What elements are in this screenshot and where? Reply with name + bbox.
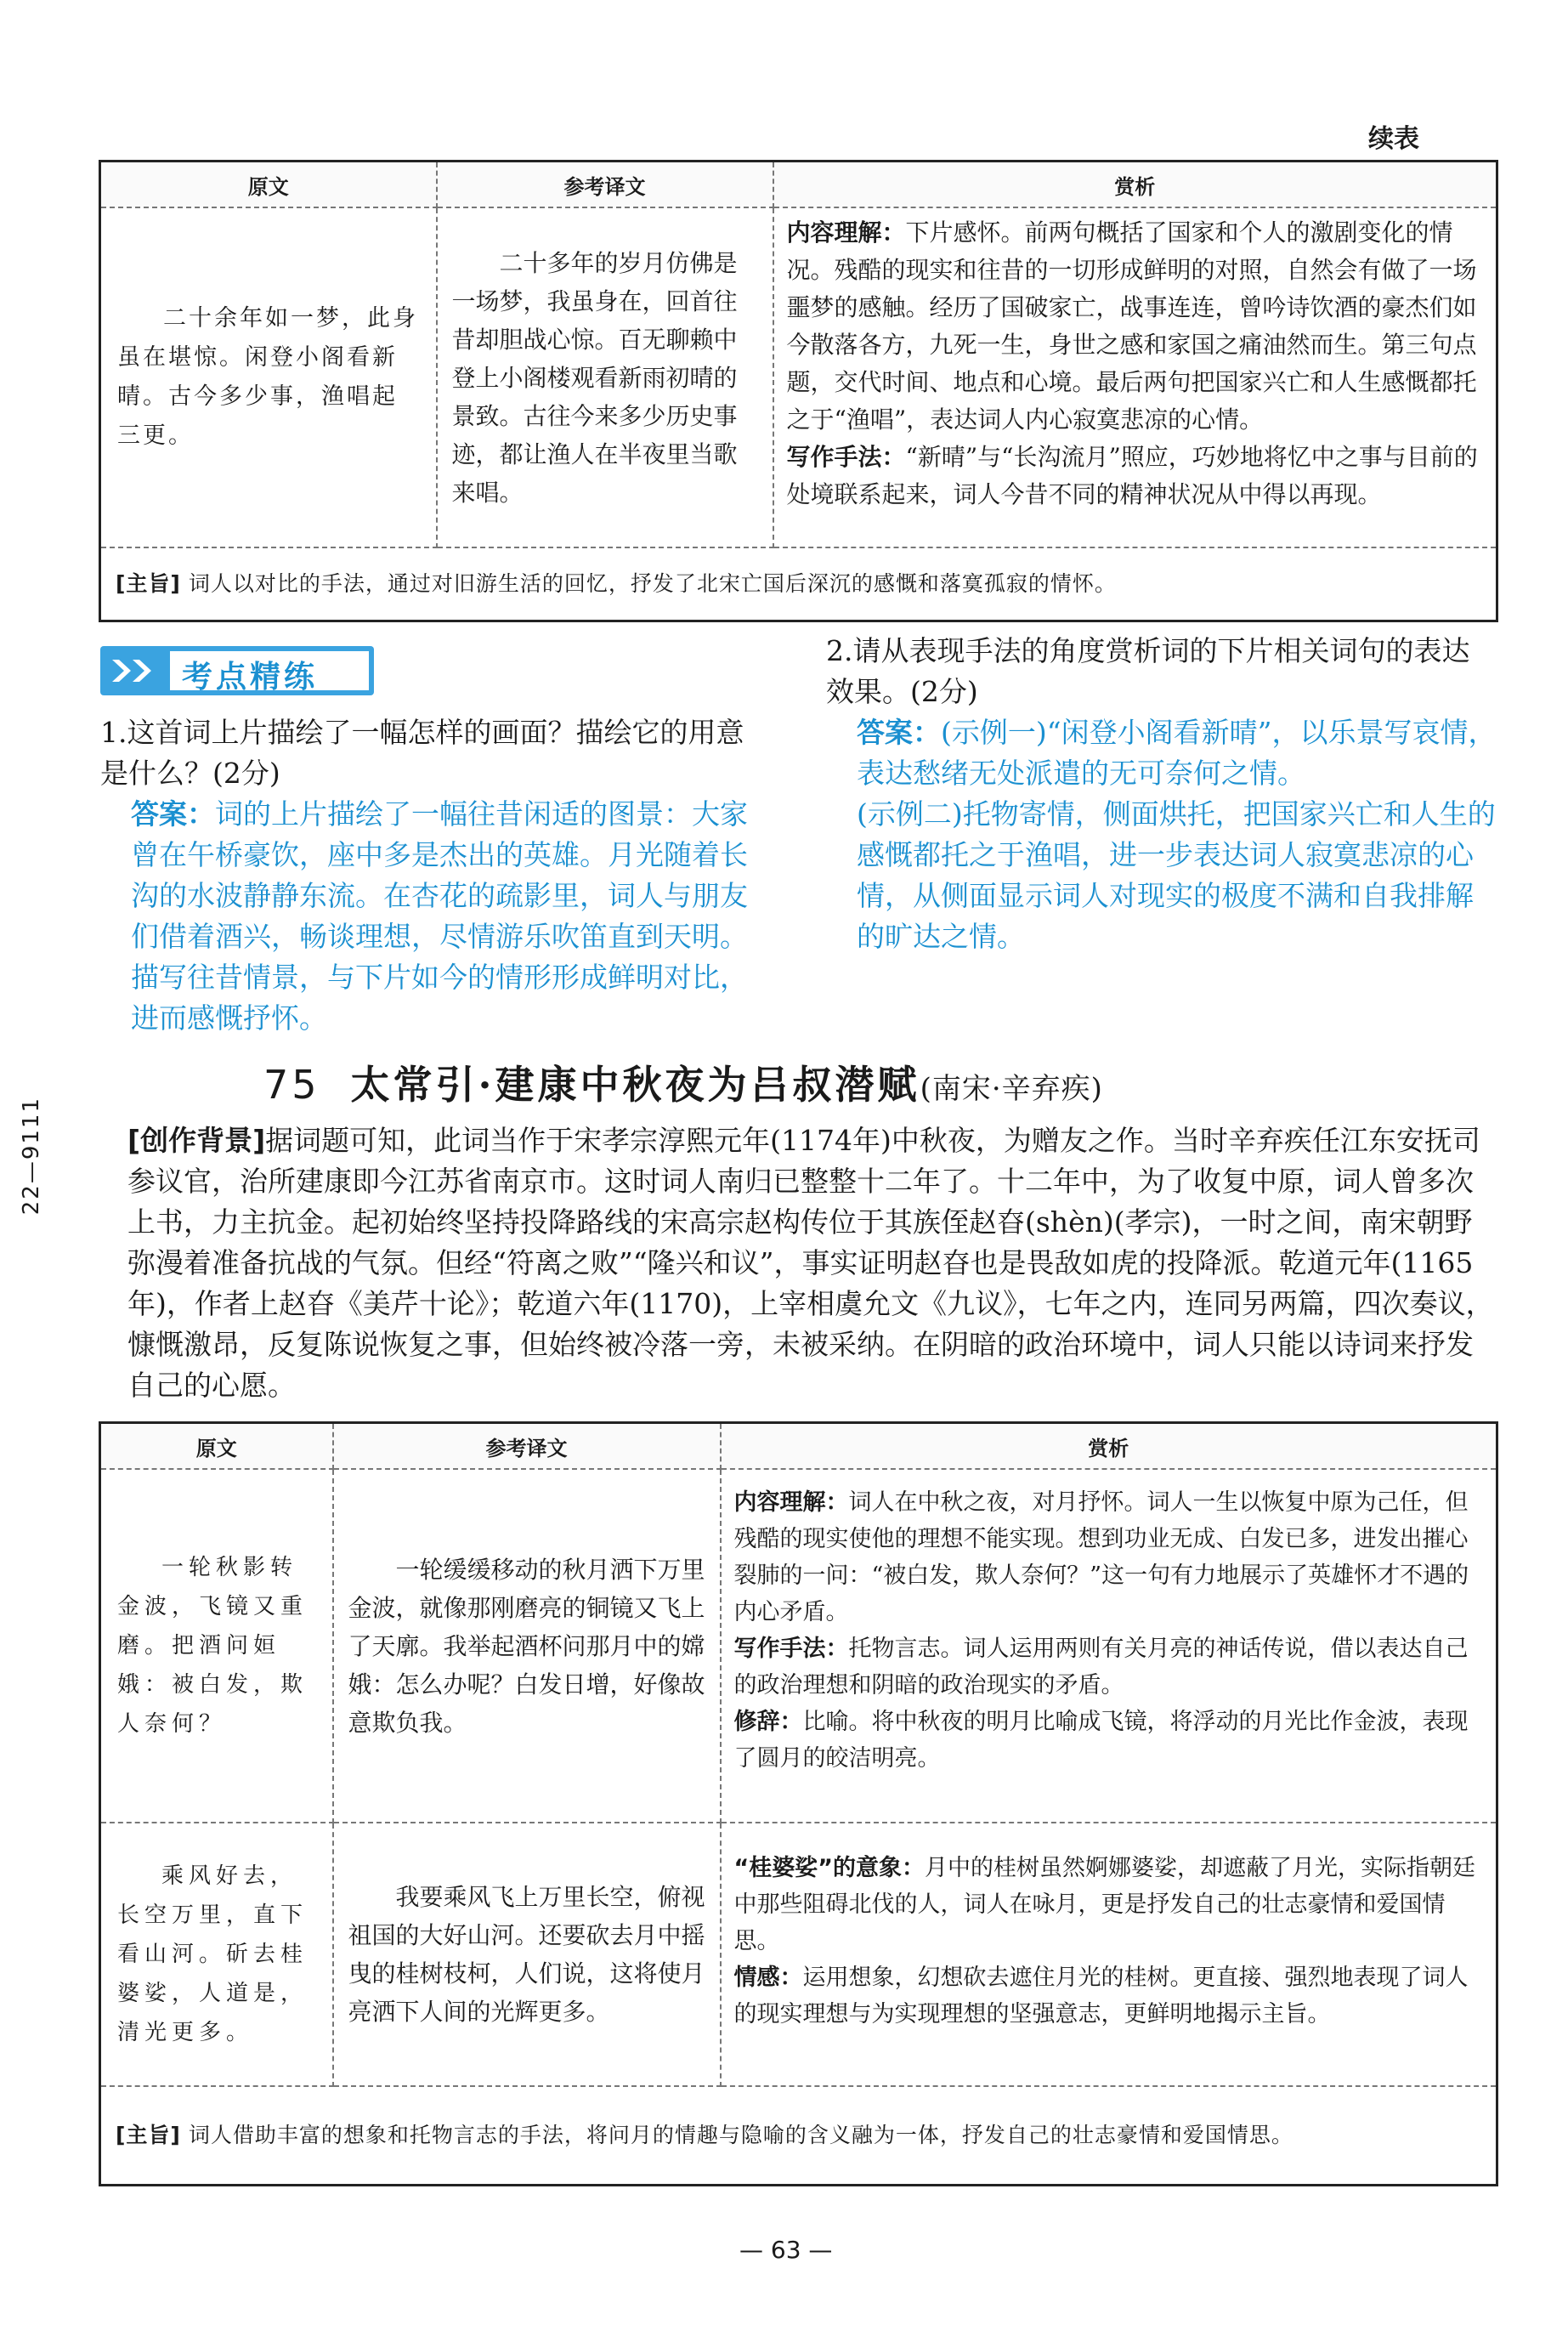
theme-row <box>100 2086 1497 2185</box>
row1-original-cell <box>100 1469 333 1823</box>
row2-original-cell <box>100 1823 333 2086</box>
theme-row <box>100 547 1497 621</box>
creation-background <box>127 1120 1497 1406</box>
content-text: 下片感怀。前两句概括了国家和个人的激剧变化的情况。残酷的现实和往昔的一切形成鲜明的对照，自然会有做了一场噩梦的感触。经历了国破家亡，战事连连，曾吟诗饮酒的豪杰们如今散落各方，九死一生，身世之感和家国之痛油然而生。第三句点题，交代时间、地点和心境。最后两句把国家兴亡和人生感慨都托之于“渔唱”，表达词人内心寂寞悲凉的心情。 <box>786 218 1477 434</box>
row1-original: 一轮秋影转金波，飞镜又重磨。把酒问姮娥：被白发，欺人奈何？ <box>117 1555 309 1737</box>
practice-banner <box>100 646 374 695</box>
question-2: 2.请从表现手法的角度赏析词的下片相关词句的表达效果。(2分) <box>826 634 1470 708</box>
row1-rhetoric-label: 修辞： <box>733 1709 803 1735</box>
table-2 <box>99 1421 1498 2186</box>
table-1 <box>99 160 1498 622</box>
row1-content-label: 内容理解： <box>733 1489 849 1516</box>
row2-image-text: 月中的桂树虽然婀娜婆娑，却遮蔽了月光，实际指朝廷中那些阻碍北伐的人，词人在咏月，更是抒发自己的壮志豪情和爱国情思。 <box>733 1855 1475 1954</box>
theme-label: [主旨] <box>116 570 181 596</box>
answer-2-example-1: (示例一)“闲登小阁看新晴”，以乐景写哀情，表达愁绪无处派遣的无可奈何之情。 <box>857 716 1497 790</box>
row2-image-label: “桂婆娑”的意象： <box>733 1855 925 1881</box>
col-header-translation: 参考译文 <box>437 162 773 208</box>
answer-2-example-2: (示例二)托物寄情，侧面烘托，把国家兴亡和人生的感慨都托之于渔唱，进一步表达词人寂寞悲凉的心情，从侧面显示词人对现实的极度不满和自我排解的旷达之情。 <box>857 797 1496 953</box>
poem-number: 75 <box>263 1062 320 1108</box>
row1-translation: 一轮缓缓移动的秋月洒下万里金波，就像那刚磨亮的铜镜又飞上了天廓。我举起酒杯问那月中的嫦娥：怎么办呢？白发日增，好像故意欺负我。 <box>348 1555 705 1737</box>
poem-75-title <box>263 1054 1103 1110</box>
col-header-translation: 参考译文 <box>333 1423 721 1470</box>
col-header-original: 原文 <box>100 1423 333 1470</box>
side-code: 22—9111 <box>19 1097 44 1216</box>
row2-translation-cell <box>333 1823 721 2086</box>
practice-banner-text: 考点精练 <box>182 659 319 695</box>
col-header-analysis: 赏析 <box>773 162 1497 208</box>
translation-text: 二十多年的岁月仿佛是一场梦，我虽身在，回首往昔却胆战心惊。百无聊赖中登上小阁楼观看新雨初晴的景致。古往今来多少历史事迹，都让渔人在半夜里当歌来唱。 <box>451 248 738 507</box>
writing-text: “新晴”与“长沟流月”照应，巧妙地将忆中之事与目前的处境联系起来，词人今昔不同的精神状况从中得以再现。 <box>786 443 1478 508</box>
row1-content-text: 词人在中秋之夜，对月抒怀。词人一生以恢复中原为己任，但残酷的现实使他的理想不能实现。想到功业无成、白发已多，进发出摧心裂肺的一问：“被白发，欺人奈何？”这一句有力地展示了英雄怀才不遇的内心矛盾。 <box>733 1489 1469 1625</box>
row1-writing-text: 托物言志。词人运用两则有关月亮的神话传说，借以表达自己的政治理想和阴暗的政治现实的矛盾。 <box>733 1636 1469 1698</box>
answer-2-label: 答案： <box>857 716 941 749</box>
answer-1-label: 答案： <box>131 797 215 831</box>
original-text: 二十余年如一梦，此身虽在堪惊。闲登小阁看新晴。古今多少事，渔唱起三更。 <box>117 305 418 449</box>
question-2-block <box>826 631 1497 957</box>
row2-analysis-cell <box>721 1823 1497 2086</box>
question-1: 1.这首词上片描绘了一幅怎样的画面？描绘它的用意是什么？(2分) <box>100 716 744 790</box>
poem-title: 太常引·建康中秋夜为吕叔潜赋 <box>350 1062 920 1108</box>
translation-cell <box>437 207 773 547</box>
answer-1-text: 词的上片描绘了一幅往昔闲适的图景：大家曾在午桥豪饮，座中多是杰出的英雄。月光随着长沟的水波静静东流。在杏花的疏影里，词人与朋友们借着酒兴，畅谈理想，尽情游乐吹笛直到天明。描写往昔情景，与下片如今的情形形成鲜明对比，进而感慨抒怀。 <box>131 797 748 1035</box>
col-header-original: 原文 <box>100 162 437 208</box>
answer-1 <box>100 794 772 1039</box>
theme-text: 词人借助丰富的想象和托物言志的手法，将问月的情趣与隐喻的含义融为一体，抒发自己的壮志豪情和爱国情思。 <box>188 2122 1293 2147</box>
original-cell <box>100 207 437 547</box>
writing-label: 写作手法： <box>786 443 906 471</box>
question-1-block <box>100 712 772 1039</box>
background-text: 据词题可知，此词当作于宋孝宗淳熙元年(1174年)中秋夜，为赠友之作。当时辛弃疾任江东安抚司参议官，治所建康即今江苏省南京市。这时词人南归已整整十二年了。十二年中，为了收复中原，词人曾多次上书，力主抗金。起初始终坚持投降路线的宋高宗赵构传位于其族侄赵昚(shèn)(孝宗)，一时之间，南宋朝野弥漫着准备抗战的气氛。但经“符离之败”“隆兴和议”，事实证明赵昚也是畏敌如虎的投降派。乾道元年(1165年)，作者上赵昚《美芹十论》；乾道六年(1170)，上宰相虞允文《九议》，七年之内，连同另两篇，四次奏议，慷慨激昂，反复陈说恢复之事，但始终被冷落一旁，未被采纳。在阴暗的政治环境中，词人只能以诗词来抒发自己的心愿。 <box>127 1124 1494 1402</box>
analysis-cell <box>773 207 1497 547</box>
row2-emotion-text: 运用想象，幻想砍去遮住月光的桂树。更直接、强烈地表现了词人的现实理想与为实现理想的坚强意志，更鲜明地揭示主旨。 <box>733 1965 1469 2027</box>
theme-text: 词人以对比的手法，通过对旧游生活的回忆，抒发了北宋亡国后深沉的感慨和落寞孤寂的情怀。 <box>188 570 1117 596</box>
poem-author: (南宋·辛弃疾) <box>920 1072 1103 1106</box>
theme-label: [主旨] <box>116 2122 181 2147</box>
page-number: — 63 — <box>739 2236 833 2264</box>
row1-translation-cell <box>333 1469 721 1823</box>
answer-2 <box>826 712 1497 957</box>
background-label: [创作背景] <box>127 1124 266 1157</box>
row1-analysis-cell <box>721 1469 1497 1823</box>
row2-original: 乘风好去，长空万里，直下看山河。斫去桂婆娑，人道是，清光更多。 <box>117 1863 309 2045</box>
row2-emotion-label: 情感： <box>733 1965 803 1991</box>
row2-translation: 我要乘风飞上万里长空，俯视祖国的大好山河。还要砍去月中摇曳的桂树枝柯，人们说，这将使月亮洒下人间的光辉更多。 <box>348 1883 705 2026</box>
col-header-analysis: 赏析 <box>721 1423 1497 1470</box>
row1-rhetoric-text: 比喻。将中秋夜的明月比喻成飞镜，将浮动的月光比作金波，表现了圆月的皎洁明亮。 <box>733 1709 1469 1772</box>
content-label: 内容理解： <box>786 218 906 247</box>
row1-writing-label: 写作手法： <box>733 1636 849 1662</box>
continued-label: 续表 <box>1368 124 1419 154</box>
